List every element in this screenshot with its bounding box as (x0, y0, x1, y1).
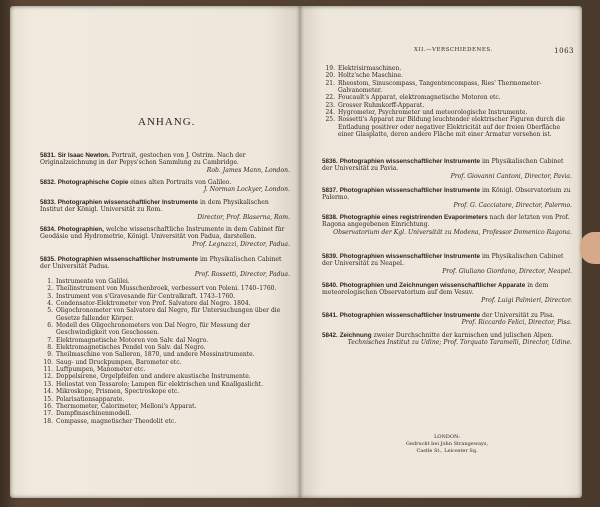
entry-description: welche wissenschaftliche Instrumente in dem Cabinet für Geodäsie und Hydrometrie, Königl. Universität von Padua, darstellen. (40, 226, 285, 241)
entry-number: 5837. (322, 187, 338, 194)
list-item-text: Thermometer, Calorimeter, Melloni's Apparat. (56, 402, 197, 410)
entry-exhibitor: Prof. Riccardo Felici, Director, Pisa. (461, 319, 572, 327)
entry-exhibitor: Prof. Rossetti, Director, Padua. (194, 270, 290, 278)
list-item-number: 8. (47, 344, 53, 352)
catalogue-entry (322, 158, 572, 180)
right-page (300, 6, 582, 498)
list-item (322, 94, 572, 101)
list-item-text: Rheostom, Sinuscompass, Tangentencompass, Ries' Thermometer-Galvanometer. (338, 79, 542, 95)
entry-exhibitor: Prof. G. Cacciatore, Director, Palermo. (453, 201, 572, 209)
list-item-text: Hygrometer, Psychrometer und meteorologische Instrumente. (338, 109, 528, 117)
entry-description: im Physikalischen Cabinet der Universität Padua. (40, 256, 282, 271)
entry-exhibitor: Rob. James Mann, London. (206, 166, 290, 174)
list-item (322, 109, 572, 116)
entry-text (322, 158, 572, 173)
list-item-number: 22. (325, 94, 335, 102)
entry-text (322, 187, 572, 202)
entry-heading: Photographien wissenschaftlicher Instrumente (339, 187, 481, 194)
list-item-text: Instrument von s'Gravesande für Centralkraft. 1743–1760. (56, 292, 235, 300)
entry-exhibitor: Director, Prof. Blaserna, Rom. (197, 213, 290, 221)
catalogue-entry (322, 332, 572, 347)
list-item-text: Theilinstrument von Musschenbroek, verbessert von Poleni. 1740–1760. (56, 285, 277, 293)
entry-number: 5835. (40, 256, 56, 263)
entry-number: 5831. (40, 152, 56, 159)
list-item (40, 322, 295, 337)
list-item-text: Condensator-Elektrometer von Prof. Salvatore dal Negro. 1804. (56, 300, 251, 308)
catalogue-entry (40, 179, 290, 194)
list-item (40, 351, 295, 358)
list-item-text: Dampfmaschinenmodell. (56, 410, 132, 418)
entry-heading: Photographien wissenschaftlicher Instrumente (339, 158, 481, 165)
list-item-text: Holtz'sche Maschine. (338, 72, 404, 80)
entry-description: der Universität zu Pisa. (480, 312, 555, 319)
catalogue-entry (322, 253, 572, 275)
catalogue-entry (322, 282, 572, 304)
list-item-text: Elektromagnetische Motoren von Salv. dal Negro. (56, 336, 209, 344)
entry-number: 5840. (322, 282, 338, 289)
entry-description: im Physikalischen Cabinet der Universität zu Pavia. (322, 158, 564, 173)
entry-heading: Photographien wissenschaftlicher Instrumente (339, 312, 481, 319)
list-item-number: 20. (325, 72, 335, 80)
list-item (322, 102, 572, 109)
entry-description: nach der letzten von Prof. Ragona angegebenen Einrichtung. (322, 214, 570, 229)
entry-text (322, 332, 572, 339)
list-item-number: 16. (43, 402, 53, 410)
entry-number: 5832. (40, 179, 56, 186)
printer-line: Gedruckt bei John Strangeways, (405, 441, 488, 447)
list-item (40, 278, 295, 285)
list-item-text: Elektromagnetisches Pendel von Salv. dal Negro. (56, 344, 206, 352)
entry-number: 5838. (322, 214, 338, 221)
list-item-number: 17. (43, 410, 53, 418)
entry-heading: Sir Isaac Newton. (57, 152, 110, 159)
list-item (40, 410, 295, 417)
printer-line: LONDON: (434, 434, 460, 440)
entry-exhibitor: Observatorium der Kgl. Universität zu Modena, Professor Domenico Ragona. (333, 228, 572, 236)
instrument-list-continued (322, 65, 572, 138)
instrument-list (40, 278, 295, 425)
catalogue-entry (322, 214, 572, 236)
entry-exhibitor: J. Norman Lockyer, London. (203, 186, 290, 194)
list-item (40, 300, 295, 307)
entry-number: 5833. (40, 199, 56, 206)
entry-text (40, 179, 290, 186)
list-item-number: 13. (43, 380, 53, 388)
list-item-text: Luftpumpen, Manometer etc. (56, 366, 146, 374)
entry-exhibitor: Technisches Institut zu Udine; Prof. Torquato Taramelli, Director, Udine. (347, 339, 572, 347)
list-item-number: 24. (325, 109, 335, 117)
entry-exhibitor: Prof. Giuliano Giordano, Director, Neapel. (442, 267, 572, 275)
list-item-number: 14. (43, 388, 53, 396)
list-item-number: 19. (325, 65, 335, 72)
list-item-text: Rossetti's Apparat zur Bildung leuchtender elektrischer Figuren durch die Entladung positiver oder negativer Elektricität auf der freien Oberfläche einer Glasplatte, deren andere Fläche mit einer Armatur versehen ist. (338, 116, 565, 139)
list-item-text: Instrumente von Galilei. (56, 278, 130, 285)
entry-description: in dem meteorologischen Observatorium auf dem Vesuv. (322, 282, 549, 297)
entry-heading: Photographien wissenschaftlicher Instrumente (339, 253, 481, 260)
list-item (40, 403, 295, 410)
entry-text (322, 214, 572, 229)
list-item (40, 418, 295, 425)
entry-description: in dem Physikalischen Institut der Königl. Universität zu Rom. (40, 199, 269, 214)
list-item-text: Saug- und Druckpumpen, Barometer etc. (56, 358, 182, 366)
entry-heading: Photographie eines registrirenden Evaporimeters (339, 214, 488, 221)
entry-text (322, 312, 572, 319)
list-item (322, 65, 572, 72)
list-item-number: 11. (43, 366, 53, 374)
list-item-number: 7. (47, 336, 53, 344)
catalogue-entry (40, 256, 290, 278)
list-item-text: Mikroskope, Prismen, Spectroskope etc. (56, 388, 180, 396)
list-item-text: Polarisationsapparate. (56, 395, 125, 403)
list-item-text: Compasse, magnetischer Theodolit etc. (56, 417, 177, 425)
list-item (322, 116, 572, 138)
entry-text (40, 152, 290, 167)
catalogue-entry (322, 187, 572, 209)
entry-description: eines alten Portraits von Galileo. (128, 179, 232, 186)
entry-number: 5841. (322, 312, 338, 319)
list-item (40, 359, 295, 366)
printer-imprint (322, 434, 572, 455)
entry-number: 5839. (322, 253, 338, 260)
list-item (40, 396, 295, 403)
section-header: XII.—VERSCHIEDENES. (414, 47, 493, 53)
catalogue-entry (40, 199, 290, 221)
list-item (40, 307, 295, 322)
list-item-text: Oligochronometer von Salvatore dal Negro, für Untersuchungen über die Gesetze fallender Körper. (56, 307, 281, 322)
list-item-number: 5. (47, 307, 53, 315)
list-item-number: 1. (47, 278, 53, 285)
list-item-text: Doppelsirene, Orgelpfeifen und andere akustische Instrumente. (56, 373, 251, 381)
list-item (40, 337, 295, 344)
entry-heading: Zeichnung (339, 332, 372, 339)
list-item-text: Elektrisirmaschinen. (338, 65, 402, 72)
entry-text (40, 226, 290, 241)
entry-exhibitor: Prof. Luigi Palmieri, Director. (481, 296, 572, 304)
list-item-number: 2. (47, 285, 53, 293)
list-item-number: 4. (47, 300, 53, 308)
entry-heading: Photographien, (57, 226, 104, 233)
running-header (414, 47, 574, 53)
list-item-number: 23. (325, 101, 335, 109)
list-item (322, 72, 572, 79)
printer-line: Castle St., Leicester Sq. (416, 448, 478, 454)
left-page (10, 6, 300, 498)
list-item-number: 6. (47, 322, 53, 330)
list-item-number: 25. (325, 116, 335, 124)
entry-number: 5836. (322, 158, 338, 165)
entry-heading: Photographien und Zeichnungen wissenschaftlicher Apparate (339, 282, 526, 289)
list-item (40, 388, 295, 395)
entry-exhibitor: Prof. Legnazzi, Director, Padua. (192, 240, 290, 248)
list-item-text: Heliostat von Tessarolo; Lampen für elektrischen und Knallgaslicht. (56, 380, 264, 388)
entry-text (322, 282, 572, 297)
entry-description: Portrait, gestochen von J. Ostrim. Nach der Originalzeichnung in der Pepys'schen Sammlung zu Cambridge. (40, 152, 246, 167)
list-item-text: Theilmaschine von Salleron, 1870, und andere Messinstrumente. (56, 351, 255, 359)
entry-heading: Photographien wissenschaftlicher Instrumente (57, 256, 199, 263)
list-item-number: 21. (325, 79, 335, 87)
list-item-number: 12. (43, 373, 53, 381)
entry-exhibitor: Prof. Giovanni Cantoni, Director, Pavia. (450, 172, 572, 180)
list-item (40, 344, 295, 351)
list-item-text: Modell des Oligochronometers von Dal Negro, für Messung der Geschwindigkeit von Geschossen. (56, 322, 251, 337)
list-item (40, 366, 295, 373)
entry-number: 5842. (322, 332, 338, 339)
entry-description: zweier Durchschnitte der karnischen und julischen Alpen. (371, 332, 554, 339)
list-item-number: 18. (43, 417, 53, 425)
entry-text (40, 199, 290, 214)
catalogue-entry (40, 226, 290, 248)
entry-description: im Physikalischen Cabinet der Universität zu Neapel. (322, 253, 564, 268)
list-item (40, 285, 295, 292)
catalogue-entry (40, 152, 290, 174)
entry-heading: Photographische Copie (57, 179, 129, 186)
entry-description: im Königl. Observatorium zu Palermo. (322, 187, 571, 202)
list-item-text: Foucault's Apparat, elektromagnetische Motoren etc. (338, 94, 501, 102)
entry-text (40, 256, 290, 271)
thumb-holding-page (580, 232, 600, 264)
entry-number: 5834. (40, 226, 56, 233)
list-item-number: 15. (43, 395, 53, 403)
list-item-number: 9. (47, 351, 53, 359)
list-item (40, 373, 295, 380)
entry-heading: Photographien wissenschaftlicher Instrumente (57, 199, 199, 206)
list-item (322, 80, 572, 95)
catalogue-entry (322, 312, 572, 327)
page-number: 1063 (554, 47, 574, 55)
list-item (40, 381, 295, 388)
page-title: ANHANG. (138, 116, 196, 128)
list-item-number: 3. (47, 292, 53, 300)
list-item-text: Grosser Ruhmkorff-Apparat. (338, 101, 425, 109)
list-item-number: 10. (43, 358, 53, 366)
entry-text (322, 253, 572, 268)
list-item (40, 293, 295, 300)
